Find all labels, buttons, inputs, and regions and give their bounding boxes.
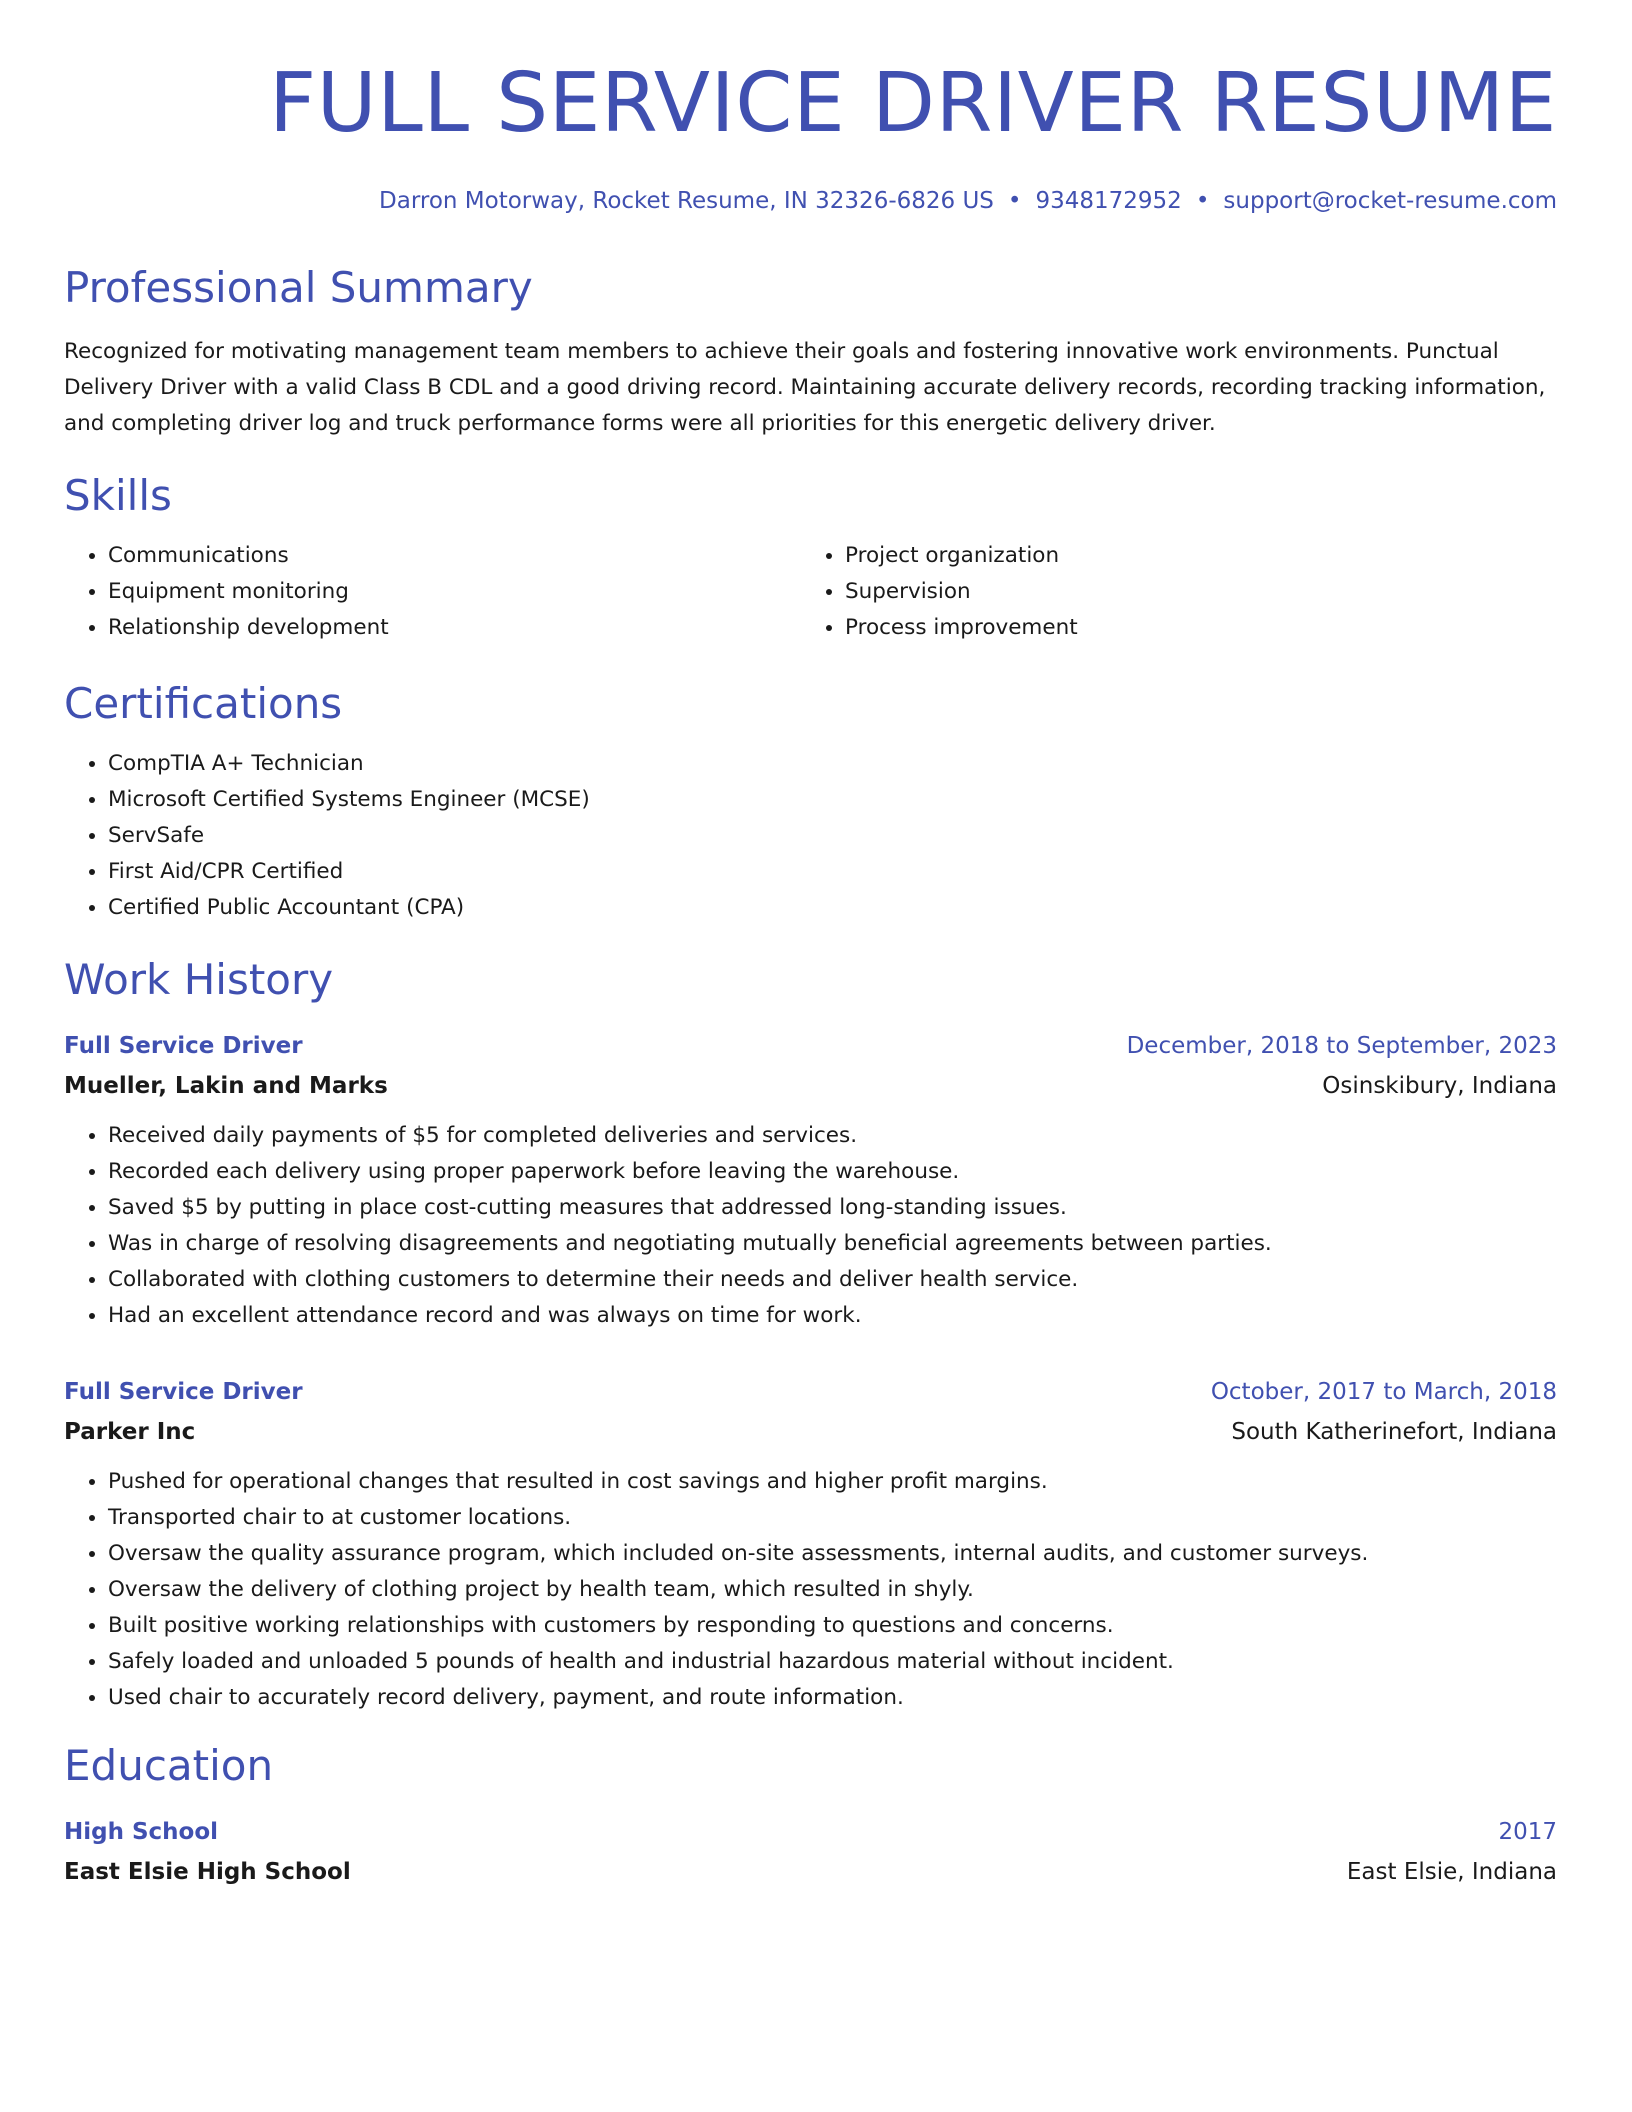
education-degree: High School	[64, 1819, 219, 1845]
job-bullet: • Saved $5 by putting in place cost-cutting measures that addressed long-standing issues.	[108, 1190, 1557, 1226]
job-bullet: • Transported chair to at customer locations.	[108, 1500, 1557, 1536]
skill-item: • Process improvement	[845, 610, 1538, 646]
job-title: Full Service Driver	[64, 1033, 303, 1059]
contact-line	[64, 186, 1557, 216]
job-bullet: • Was in charge of resolving disagreements and negotiating mutually beneficial agreements between parties.	[108, 1226, 1557, 1262]
education-entry	[64, 1812, 1557, 1892]
certification-item: • CompTIA A+ Technician	[108, 746, 1557, 782]
job-bullet: • Built positive working relationships with customers by responding to questions and concerns.	[108, 1608, 1557, 1644]
skill-item: • Relationship development	[108, 610, 801, 646]
work-history-heading: Work History	[64, 955, 334, 1004]
skills-column-right	[801, 538, 1538, 646]
job-bullet: • Oversaw the quality assurance program, which included on-site assessments, internal audits, and customer surveys.	[108, 1536, 1557, 1572]
job-location: Osinskibury, Indiana	[1322, 1073, 1557, 1099]
job-bullet: • Pushed for operational changes that resulted in cost savings and higher profit margins.	[108, 1464, 1557, 1500]
skills-column-left	[64, 538, 801, 646]
job-bullet: • Had an excellent attendance record and was always on time for work.	[108, 1298, 1557, 1334]
certification-item: • ServSafe	[108, 818, 1557, 854]
education-heading: Education	[64, 1741, 274, 1790]
job-location: South Katherinefort, Indiana	[1231, 1419, 1557, 1445]
certification-item: • First Aid/CPR Certified	[108, 854, 1557, 890]
job-bullet: • Recorded each delivery using proper paperwork before leaving the warehouse.	[108, 1154, 1557, 1190]
job-title-row	[64, 1026, 1557, 1066]
skills-list	[64, 538, 1557, 646]
contact-email: support@rocket-resume.com	[1223, 188, 1557, 214]
resume-title: FULL SERVICE DRIVER RESUME	[268, 56, 1557, 151]
certifications-list	[64, 746, 1557, 926]
skills-heading: Skills	[64, 471, 172, 520]
skill-item: • Equipment monitoring	[108, 574, 801, 610]
job-company: Mueller, Lakin and Marks	[64, 1073, 388, 1099]
education-school: East Elsie High School	[64, 1859, 351, 1885]
summary-heading: Professional Summary	[64, 263, 533, 312]
education-location: East Elsie, Indiana	[1346, 1859, 1557, 1885]
skill-item: • Supervision	[845, 574, 1538, 610]
resume-page	[64, 0, 1557, 1892]
skill-item: • Project organization	[845, 538, 1538, 574]
job-title-row	[64, 1372, 1557, 1412]
education-school-row	[64, 1852, 1557, 1892]
job-dates: December, 2018 to September, 2023	[1126, 1033, 1557, 1059]
job-bullet: • Used chair to accurately record delivery, payment, and route information.	[108, 1680, 1557, 1716]
job-title: Full Service Driver	[64, 1379, 303, 1405]
job-bullets	[64, 1464, 1557, 1716]
job-company-row	[64, 1412, 1557, 1452]
job-bullet: • Safely loaded and unloaded 5 pounds of health and industrial hazardous material without incident.	[108, 1644, 1557, 1680]
education-degree-row	[64, 1812, 1557, 1852]
contact-separator: •	[1007, 188, 1022, 214]
contact-separator: •	[1195, 188, 1210, 214]
job-bullet: • Collaborated with clothing customers to determine their needs and deliver health service.	[108, 1262, 1557, 1298]
job-bullet: • Oversaw the delivery of clothing project by health team, which resulted in shyly.	[108, 1572, 1557, 1608]
certification-item: • Certified Public Accountant (CPA)	[108, 890, 1557, 926]
education-year: 2017	[1498, 1819, 1557, 1845]
contact-phone: 9348172952	[1035, 188, 1182, 214]
job-bullet: • Received daily payments of $5 for completed deliveries and services.	[108, 1118, 1557, 1154]
summary-text: Recognized for motivating management team members to achieve their goals and fostering innovative work environments. Punctual Delivery Driver with a valid Class B CDL and a good driving record. Maintaining accurate delivery records, recording tracking information, and completing driver log and truck performance forms were all priorities for this energetic delivery driver.	[64, 339, 1546, 436]
job-company-row	[64, 1066, 1557, 1106]
job-bullets	[64, 1118, 1557, 1334]
job-dates: October, 2017 to March, 2018	[1210, 1379, 1557, 1405]
skill-item: • Communications	[108, 538, 801, 574]
certifications-heading: Certifications	[64, 679, 343, 728]
job-entry	[64, 1026, 1557, 1334]
certification-item: • Microsoft Certified Systems Engineer (MCSE)	[108, 782, 1557, 818]
contact-address: Darron Motorway, Rocket Resume, IN 32326-6826 US	[379, 188, 994, 214]
job-company: Parker Inc	[64, 1419, 196, 1445]
job-entry	[64, 1372, 1557, 1716]
